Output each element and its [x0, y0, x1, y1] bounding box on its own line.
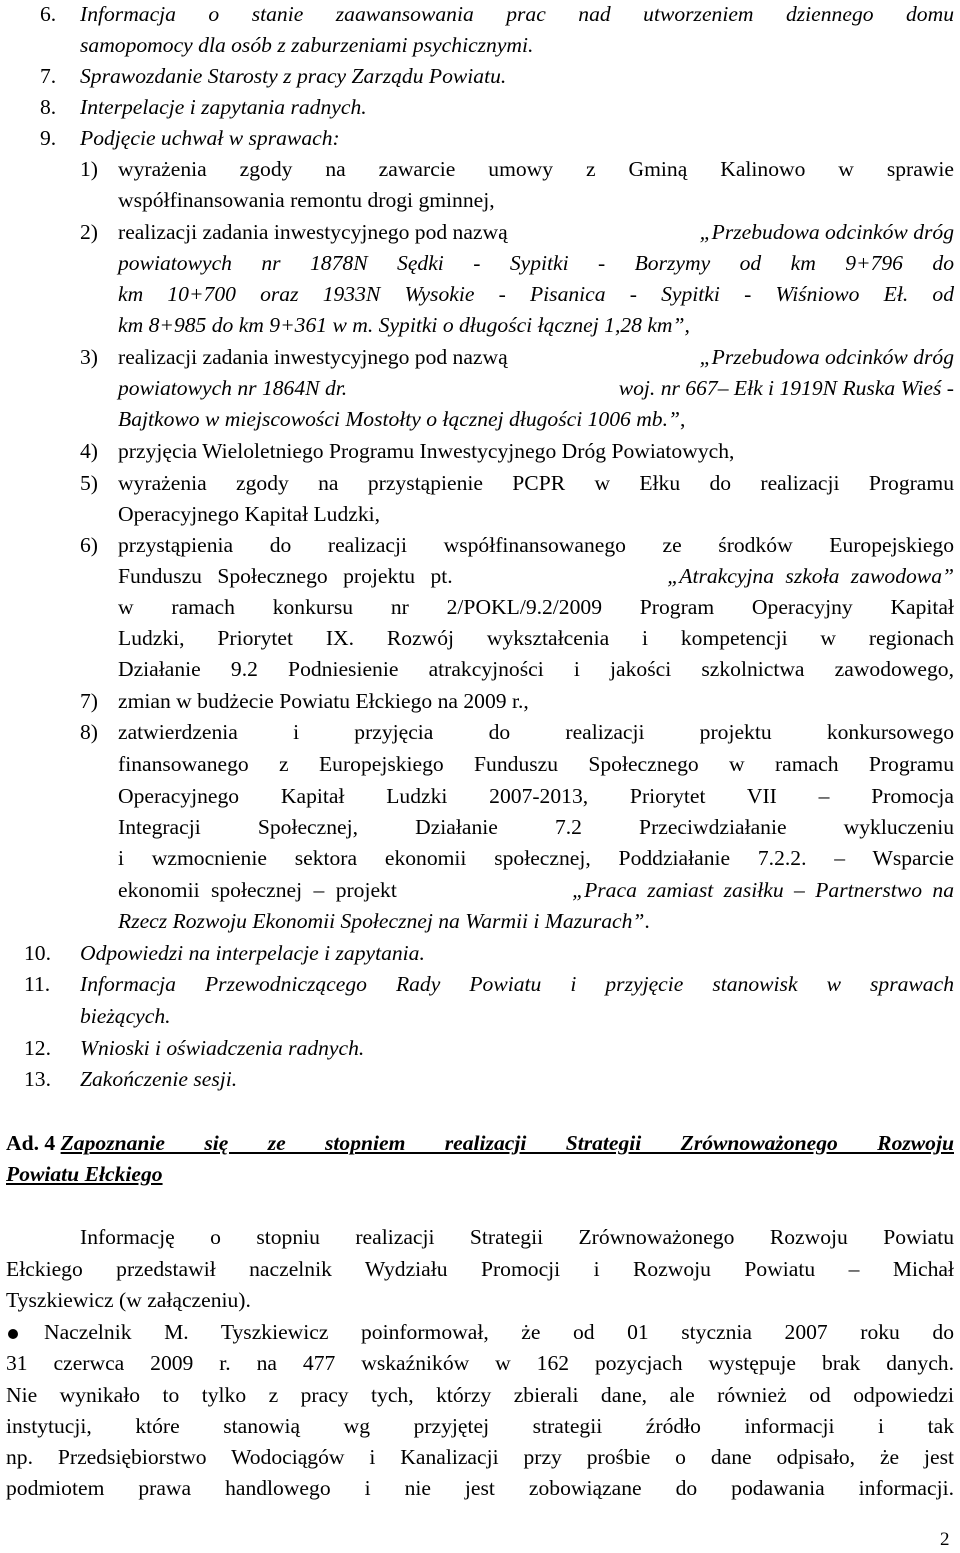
agenda-item-11-line-1: Informacja Przewodniczącego Rady Powiatu i przyjęcie stanowisk w sprawach [80, 972, 954, 996]
resolution-2-line-2: powiatowych nr 1878N Sędki - Sypitki - Borzymy od km 9+796 do [118, 251, 954, 275]
resolution-3-title-part: powiatowych nr 1864N dr. [118, 376, 348, 400]
agenda-number: 12. [24, 1036, 51, 1060]
resolution-7: zmian w budżecie Powiatu Ełckiego na 2009 r., [118, 689, 529, 713]
resolution-2-line-3: km 10+700 oraz 1933N Wysokie - Pisanica - Sypitki - Wiśniowo Eł. od [118, 282, 954, 306]
resolution-2-title-end: km 8+985 do km 9+361 w m. [118, 313, 379, 337]
resolution-8-line-3: Operacyjnego Kapitał Ludzki 2007-2013, Priorytet VII – Promocja [118, 784, 954, 808]
bullet-line-1: Naczelnik M. Tyszkiewicz poinformował, że od 01 stycznia 2007 roku do [44, 1320, 954, 1344]
agenda-number: 7. [40, 64, 57, 88]
resolution-6-text: Funduszu Społecznego projektu pt. [118, 564, 453, 588]
bullet-line-5: np. Przedsiębiorstwo Wodociągów i Kanalizacji przy prośbie o dane odpisało, że jest [6, 1445, 954, 1469]
resolution-number: 4) [80, 439, 98, 463]
resolution-3-title: „Przebudowa odcinków dróg [699, 345, 954, 369]
agenda-item-8: Interpelacje i zapytania radnych. [80, 95, 367, 119]
agenda-item-11-line-2: bieżących. [80, 1004, 171, 1028]
resolution-2-line-1 [118, 222, 954, 244]
resolution-8-line-2: finansowanego z Europejskiego Funduszu Społecznego w ramach Programu [118, 752, 954, 776]
bullet-line-6: podmiotem prawa handlowego i nie jest zobowiązane do podawania informacji. [6, 1476, 954, 1500]
resolution-3-title-part: woj. nr 667– Ełk i 1919N Ruska Wieś - [618, 376, 954, 400]
section-title-line-2: Powiatu Ełckiego [6, 1162, 163, 1186]
agenda-number: 13. [24, 1067, 51, 1091]
resolution-3-title-end: Bajtkowo w miejscowości Mostołty o łącznej długości 1006 mb.” [118, 407, 680, 431]
agenda-item-9: Podjęcie uchwał w sprawach: [80, 126, 340, 150]
resolution-number: 6) [80, 533, 98, 557]
agenda-number: 8. [40, 95, 57, 119]
resolution-6-line-5: Działanie 9.2 Podniesienie atrakcyjności i jakości szkolnictwa zawodowego, [118, 657, 954, 681]
resolution-8-line-4: Integracji Społecznej, Działanie 7.2 Przeciwdziałanie wykluczeniu [118, 815, 954, 839]
agenda-item-13: Zakończenie sesji. [80, 1067, 238, 1091]
resolution-3-line-2 [118, 378, 954, 400]
resolution-6-line-2 [118, 566, 954, 588]
section-label: Ad. 4 [6, 1131, 61, 1155]
resolution-2-text: realizacji zadania inwestycyjnego pod nazwą [118, 220, 508, 244]
section-heading-line-1 [6, 1133, 954, 1155]
agenda-number: 11. [24, 972, 51, 996]
agenda-item-6-line-1: Informacja o stanie zaawansowania prac nad utworzeniem dziennego domu [80, 2, 954, 26]
bullet-line-2: 31 czerwca 2009 r. na 477 wskaźników w 162 pozycjach występuje brak danych. [6, 1351, 954, 1375]
resolution-6-line-1: przystąpienia do realizacji współfinansowanego ze środków Europejskiego [118, 533, 954, 557]
resolution-8-line-6 [118, 880, 954, 902]
agenda-number: 6. [40, 2, 57, 26]
resolution-8-text: ekonomii społecznej – projekt [118, 878, 397, 902]
intro-line-1: Informację o stopniu realizacji Strategii Zrównoważonego Rozwoju Powiatu [80, 1225, 954, 1249]
resolution-6-title: „Atrakcyjna szkoła zawodowa” [667, 564, 954, 588]
resolution-1-line-1: wyrażenia zgody na zawarcie umowy z Gminą Kalinowo w sprawie [118, 157, 954, 181]
resolution-number: 7) [80, 689, 98, 713]
bullet-line-4: instytucji, które stanowią wg przyjętej strategii źródło informacji i tak [6, 1414, 954, 1438]
agenda-item-7: Sprawozdanie Starosty z pracy Zarządu Powiatu. [80, 64, 507, 88]
bullet-line-3: Nie wynikało to tylko z pracy tych, którzy zbierali dane, ale również od odpowiedzi [6, 1383, 954, 1407]
resolution-2-length: Sypitki o długości łącznej 1,28 km”, [378, 313, 690, 337]
resolution-number: 2) [80, 220, 98, 244]
resolution-number: 1) [80, 157, 98, 181]
resolution-number: 5) [80, 471, 98, 495]
agenda-item-12: Wnioski i oświadczenia radnych. [80, 1036, 365, 1060]
resolution-5-line-2: Operacyjnego Kapitał Ludzki, [118, 502, 381, 526]
page-number: 2 [940, 1529, 950, 1550]
resolution-6-line-4: Ludzki, Priorytet IX. Rozwój wykształcenia i kompetencji w regionach [118, 626, 954, 650]
resolution-2-line-4 [118, 315, 690, 337]
agenda-number: 9. [40, 126, 57, 150]
resolution-8-line-7 [118, 911, 650, 933]
resolution-8-line-5: i wzmocnienie sektora ekonomii społecznej, Poddziałanie 7.2.2. – Wsparcie [118, 846, 954, 870]
resolution-number: 8) [80, 720, 98, 744]
agenda-item-6-line-2: samopomocy dla osób z zaburzeniami psychicznymi. [80, 33, 534, 57]
resolution-3-line-3 [118, 409, 685, 431]
intro-line-3: Tyszkiewicz (w załączeniu). [6, 1288, 251, 1312]
intro-line-2: Ełckiego przedstawił naczelnik Wydziału Promocji i Rozwoju Powiatu – Michał [6, 1257, 954, 1281]
resolution-8-period: . [644, 909, 650, 933]
agenda-number: 10. [24, 941, 51, 965]
resolution-2-title: „Przebudowa odcinków dróg [699, 220, 954, 244]
resolution-8-title-end: Rzecz Rozwoju Ekonomii Społecznej na Warmii i Mazurach” [118, 909, 645, 933]
resolution-3-comma: , [680, 407, 686, 431]
resolution-3-text: realizacji zadania inwestycyjnego pod nazwą [118, 345, 508, 369]
resolution-6-line-3: w ramach konkursu nr 2/POKL/9.2/2009 Program Operacyjny Kapitał [118, 595, 954, 619]
resolution-3-line-1 [118, 347, 954, 369]
resolution-8-line-1: zatwierdzenia i przyjęcia do realizacji projektu konkursowego [118, 720, 954, 744]
bullet-icon [8, 1329, 18, 1339]
resolution-5-line-1: wyrażenia zgody na przystąpienie PCPR w Ełku do realizacji Programu [118, 471, 954, 495]
resolution-1-line-2: współfinansowania remontu drogi gminnej, [118, 188, 495, 212]
resolution-8-title: „Praca zamiast zasiłku – Partnerstwo na [572, 878, 954, 902]
section-title: Zapoznanie się ze stopniem realizacji Strategii Zrównoważonego Rozwoju [60, 1131, 954, 1155]
resolution-4: przyjęcia Wieloletniego Programu Inwestycyjnego Dróg Powiatowych, [118, 439, 735, 463]
agenda-item-10: Odpowiedzi na interpelacje i zapytania. [80, 941, 425, 965]
resolution-number: 3) [80, 345, 98, 369]
